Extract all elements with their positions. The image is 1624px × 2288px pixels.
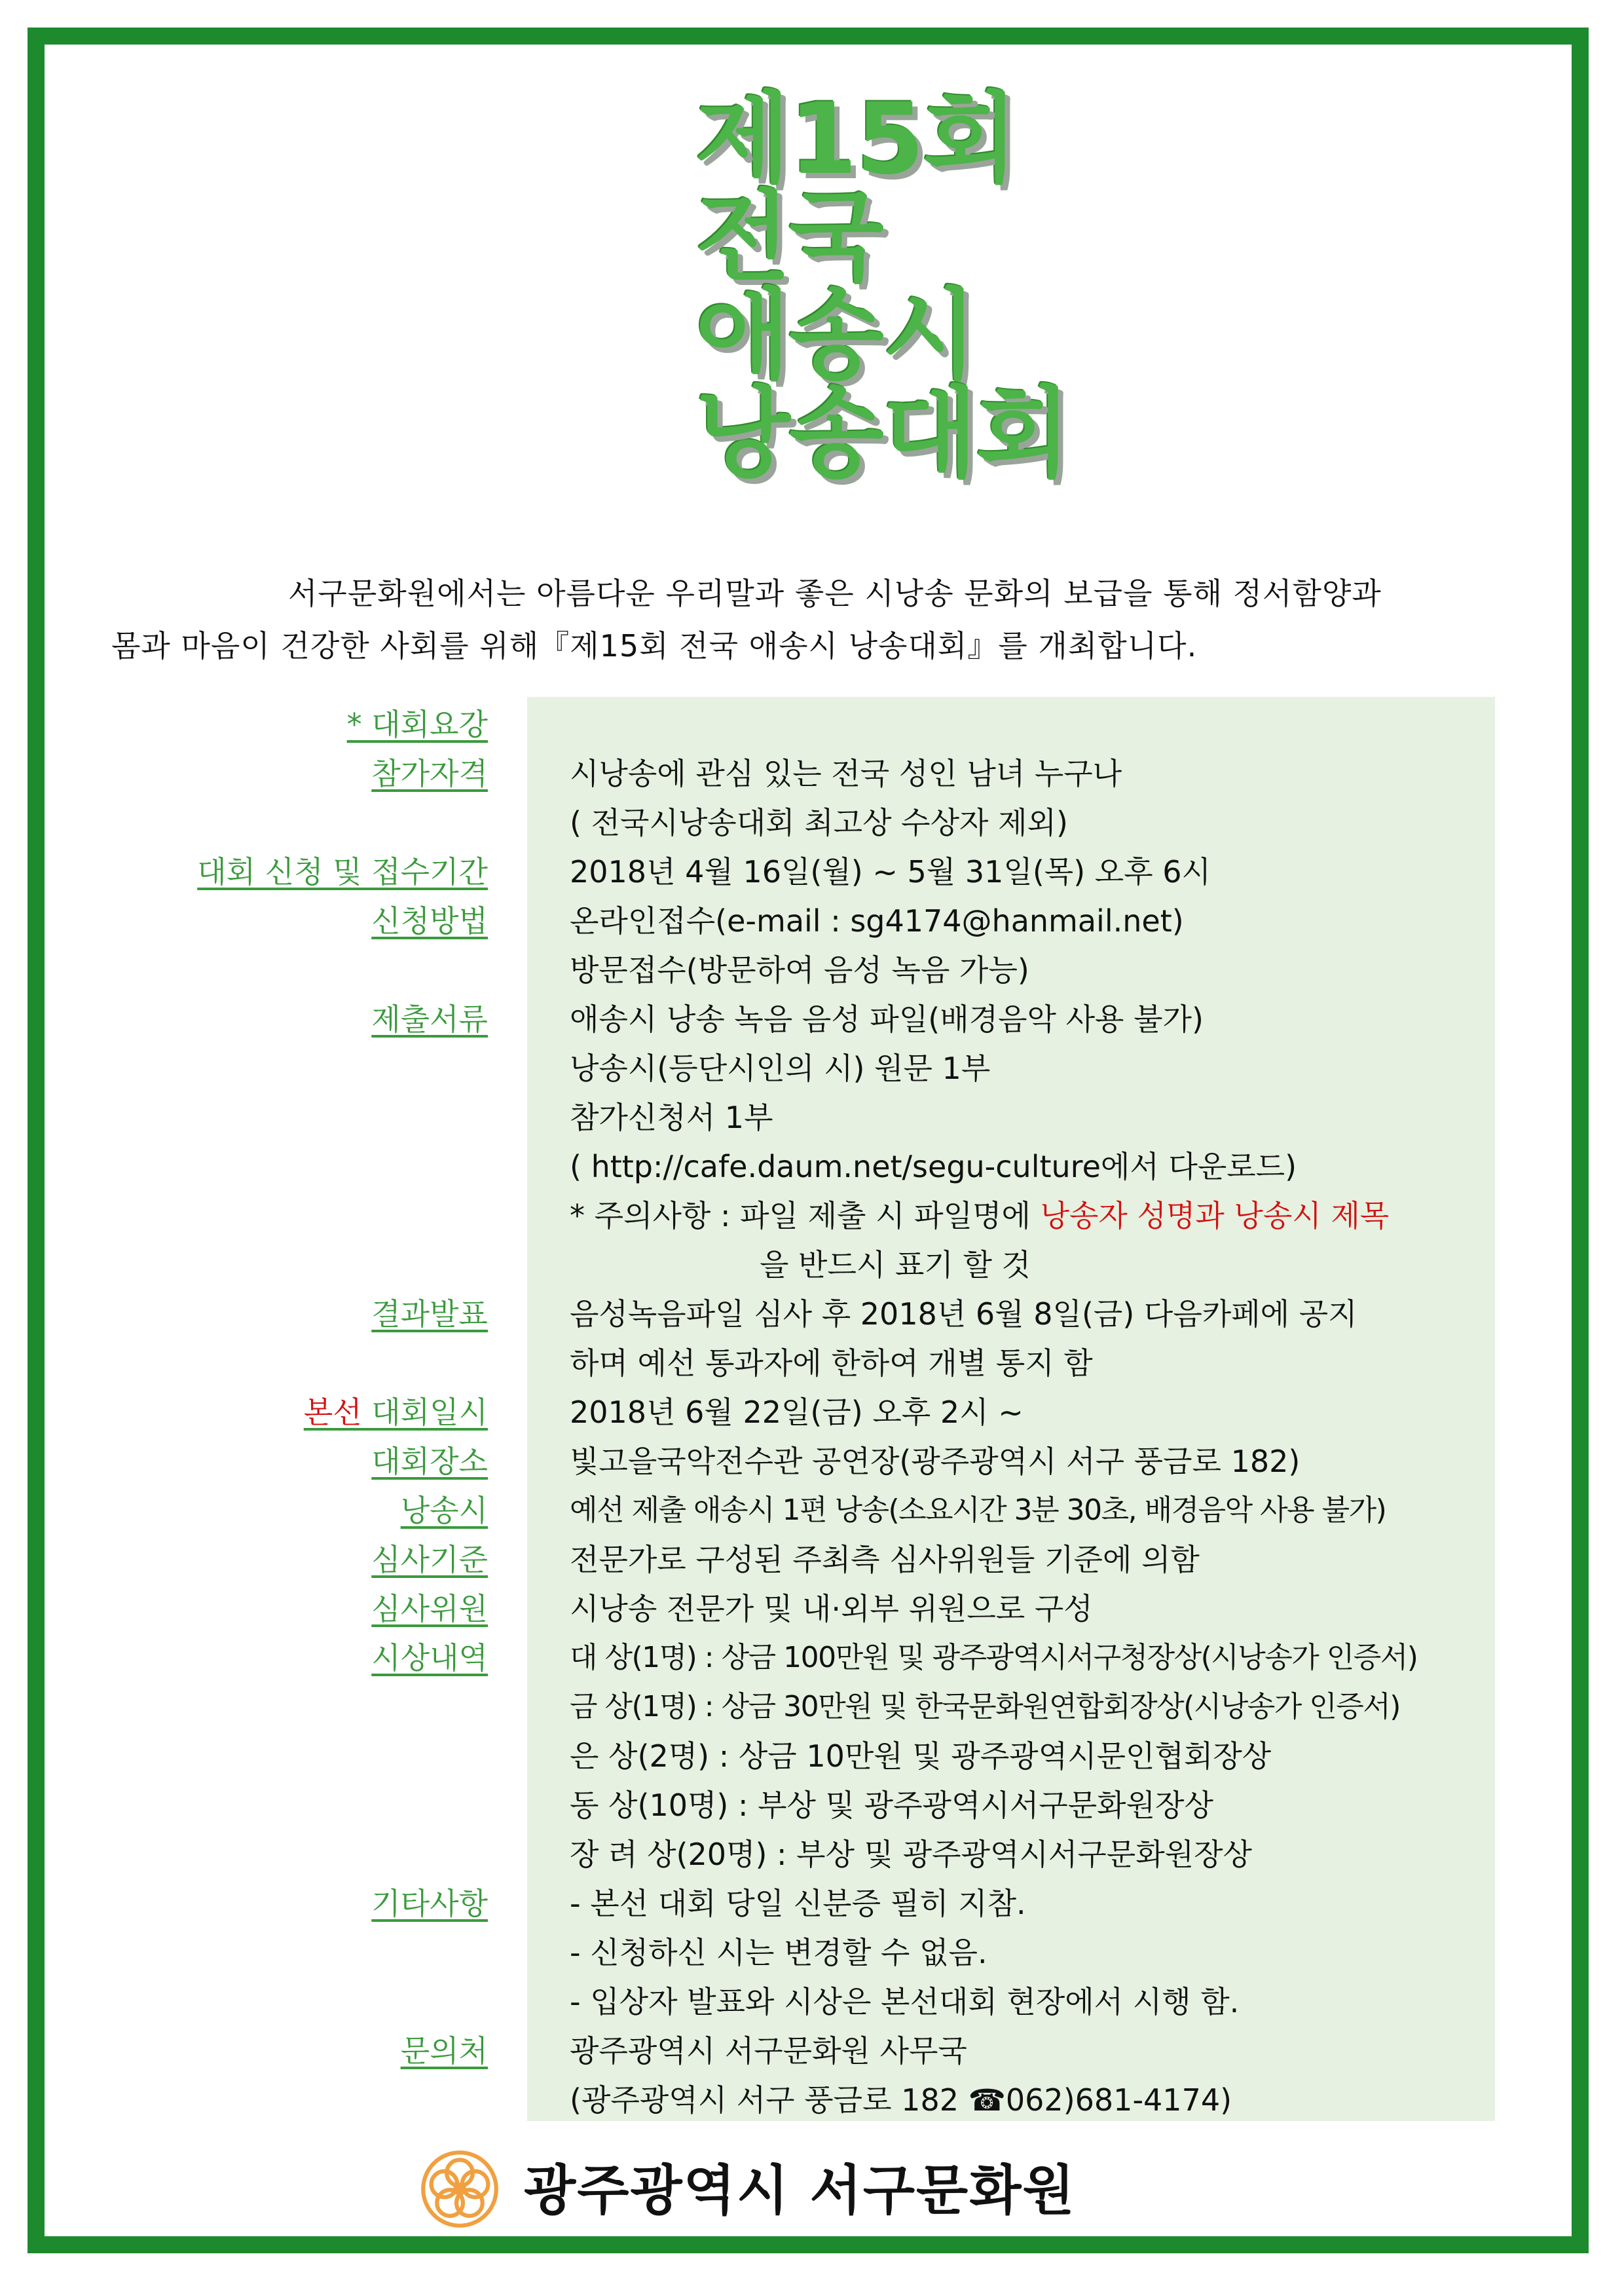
docs-value-2: 낭송시(등단시인의 시) 원문 1부: [570, 1051, 991, 1086]
award-item: 은 상(2명) : 상금 10만원 및 광주광역시문인협회장상: [570, 1738, 1272, 1774]
final-date-value: 2018년 6월 22일(금) 오후 2시 ~: [570, 1395, 1024, 1430]
result-value-2: 하며 예선 통과자에 한하여 개별 통지 함: [570, 1345, 1093, 1381]
awards-label: 시상내역: [371, 1640, 488, 1676]
row-result: [0, 1291, 1624, 1340]
docs-download-link: ( http://cafe.daum.net/segu-culture에서 다운로드): [570, 1149, 1297, 1184]
award-item: 동 상(10명) : 부상 및 광주광역시서구문화원장상: [570, 1788, 1213, 1823]
docs-note-highlight: 낭송자 성명과 낭송시 제목: [1040, 1198, 1390, 1233]
period-label: 대회 신청 및 접수기간: [197, 854, 488, 890]
row-header: [0, 702, 1624, 751]
docs-value-1: 애송시 낭송 녹음 음성 파일(배경음악 사용 불가): [570, 1002, 1204, 1037]
title-line-3: 애송시: [695, 279, 976, 393]
criteria-value: 전문가로 구성된 주최측 심사위원들 기준에 의함: [570, 1542, 1200, 1577]
judges-value: 시낭송 전문가 및 내·외부 위원으로 구성: [570, 1591, 1093, 1626]
venue-label: 대회장소: [371, 1444, 488, 1479]
criteria-label: 심사기준: [371, 1542, 488, 1577]
row-judges: [0, 1586, 1624, 1635]
eligibility-value-2: ( 전국시낭송대회 최고상 수상자 제외): [570, 805, 1068, 840]
result-label: 결과발표: [371, 1296, 488, 1332]
row-awards-4: [0, 1782, 1624, 1831]
title-line-1: 제15회: [695, 83, 1017, 197]
row-period: [0, 849, 1624, 898]
row-docs-note-2: [0, 1242, 1624, 1291]
row-docs-note: [0, 1193, 1624, 1242]
title-line-2: 전국: [695, 181, 883, 295]
poem-label: 낭송시: [400, 1493, 488, 1528]
eligibility-value-1: 시낭송에 관심 있는 전국 성인 남녀 누구나: [570, 756, 1122, 791]
award-item: 금 상(1명) : 상금 30만원 및 한국문화원연합회장상(시낭송가 인증서): [570, 1690, 1400, 1723]
intro-paragraph: [111, 567, 1519, 672]
etc-item: - 본선 대회 당일 신분증 필히 지참.: [570, 1886, 1026, 1921]
final-label-text: 대회일시: [361, 1395, 488, 1430]
row-awards-2: [0, 1684, 1624, 1733]
etc-label: 기타사항: [371, 1886, 488, 1921]
contact-value-2: (광주광역시 서구 풍금로 182 ☎062)681-4174): [570, 2082, 1232, 2118]
row-eligibility: [0, 751, 1624, 800]
eligibility-label: 참가자격: [371, 756, 488, 791]
venue-value: 빛고을국악전수관 공연장(광주광역시 서구 풍금로 182): [570, 1444, 1301, 1479]
etc-item: - 신청하신 시는 변경할 수 없음.: [570, 1935, 987, 1970]
award-item: 대 상(1명) : 상금 100만원 및 광주광역시서구청장상(시낭송가 인증서): [570, 1641, 1418, 1674]
flower-emblem-icon: [419, 2148, 500, 2230]
row-contact: [0, 2028, 1624, 2077]
docs-note: [570, 1193, 1389, 1239]
row-venue: [0, 1438, 1624, 1488]
period-value: 2018년 4월 16일(월) ~ 5월 31일(목) 오후 6시: [570, 854, 1211, 890]
poem-value: 예선 제출 애송시 1편 낭송(소요시간 3분 30초, 배경음악 사용 불가): [570, 1493, 1386, 1527]
method-label: 신청방법: [371, 903, 488, 939]
intro-line-2: 몸과 마음이 건강한 사회를 위해『제15회 전국 애송시 낭송대회』를 개최합니다.: [111, 628, 1198, 664]
result-value-1: 음성녹음파일 심사 후 2018년 6월 8일(금) 다음카페에 공지: [570, 1296, 1357, 1332]
method-value-2: 방문접수(방문하여 음성 녹음 가능): [570, 952, 1029, 988]
row-contact-2: [0, 2077, 1624, 2126]
title-line-4: 낭송대회: [695, 377, 1070, 491]
row-docs-3: [0, 1095, 1624, 1144]
docs-note-continued: 을 반드시 표기 할 것: [760, 1247, 1031, 1283]
award-item: 장 려 상(20명) : 부상 및 광주광역시서구문화원장상: [570, 1837, 1252, 1872]
event-title: [695, 83, 1219, 491]
row-result-2: [0, 1340, 1624, 1389]
etc-item: - 입상자 발표와 시상은 본선대회 현장에서 시행 함.: [570, 1984, 1240, 2019]
final-date-label: [304, 1389, 488, 1435]
docs-value-3: 참가신청서 1부: [570, 1100, 773, 1135]
footer: [419, 2148, 1270, 2234]
row-final-date: [0, 1389, 1624, 1438]
row-docs: [0, 996, 1624, 1045]
organization-name: 광주광역시 서구문화원: [524, 2160, 1076, 2222]
row-etc-2: [0, 1930, 1624, 1979]
contact-label: 문의처: [400, 2033, 488, 2069]
intro-line-1: 서구문화원에서는 아름다운 우리말과 좋은 시낭송 문화의 보급을 통해 정서함양과: [288, 576, 1382, 611]
section-header: * 대회요강: [346, 707, 488, 742]
row-etc-3: [0, 1979, 1624, 2028]
method-value-1: 온라인접수(e-mail : sg4174@hanmail.net): [570, 903, 1184, 939]
judges-label: 심사위원: [371, 1591, 488, 1626]
docs-note-text: * 주의사항 : 파일 제출 시 파일명에: [570, 1198, 1041, 1233]
row-etc-1: [0, 1881, 1624, 1930]
row-eligibility-2: [0, 800, 1624, 849]
row-awards-5: [0, 1831, 1624, 1881]
final-label-highlight: 본선: [303, 1395, 362, 1430]
contact-value-1: 광주광역시 서구문화원 사무국: [570, 2033, 967, 2069]
row-method-2: [0, 947, 1624, 996]
row-criteria: [0, 1537, 1624, 1586]
row-docs-2: [0, 1045, 1624, 1095]
row-docs-4: [0, 1144, 1624, 1193]
docs-label: 제출서류: [371, 1002, 488, 1037]
row-poem: [0, 1488, 1624, 1537]
row-awards-1: [0, 1635, 1624, 1684]
row-awards-3: [0, 1733, 1624, 1782]
row-method: [0, 898, 1624, 947]
